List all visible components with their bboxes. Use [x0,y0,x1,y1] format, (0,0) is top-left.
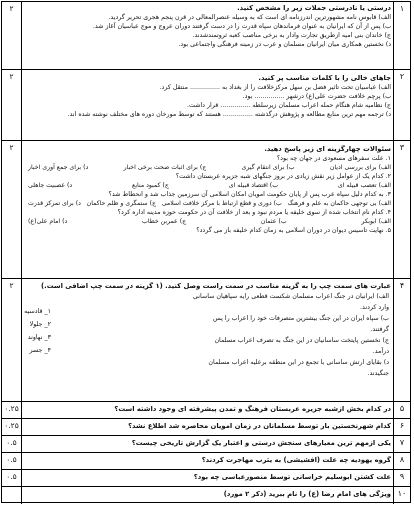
question-title: کدام شهرنخستین بار توسط مسلمانان در زمان امویان محاصره شد اطلاع نشد؟ [128,422,391,430]
option[interactable]: الف) برای بررسی ادیان [329,164,391,171]
blank-a: الف) عباسیان تحت تاثیر فضل بن سهل مرکزخلافت را از بغداد به ............... منتقل کرد. [159,84,391,91]
mcq-4-options [24,217,391,226]
question-number: ۹ [393,470,410,486]
question-number: ۱ [393,2,410,69]
question-title: گروه یهودیه چه علت (افشیشی) به یثرب مهاجرت کردند؟ [201,456,391,464]
blank-d: د) ترجمه مهم ترین منابع مطالعه و پژوهش درگذشته ............... هستند که توسط مورخان دوره های مختلف نوشته شده اند. [67,111,391,118]
mcq-5: ۵. نهایت تاسیس دیوان در دوران اسلامی به زمان کدام خلیفه باز می گردد؟ [196,227,391,234]
match-item-a: الف) ایرانیان در جنگ اعراب مسلمان شکست قطعی رایه سپاهیان ساسانی [193,293,389,300]
mcq-2: ۲. کدام یک از عوامل زیر نقش زیادی در بروز جنگهای شبه جزیره عربستان داشت؟ [175,173,391,180]
question-number: ۷ [393,436,410,452]
option[interactable]: الف) تعصب قبیله ای [337,182,391,189]
statement-a: الف) قابوس نامه مشهورترین اندرزنامه ای است که به وسیله عنصرالمعالی در قرن پنجم هجری تحریر گردید. [108,14,391,21]
statement-d: د) نخستین همکاری میان ایرانیان مسلمان و عرب در زمینه فرهنگی واجتماعی بود. [178,41,391,48]
question-score: ۰.۵ [2,436,22,452]
option[interactable]: الف) ابوبکر [361,218,391,225]
option[interactable]: ب) عثمان [260,218,287,225]
question-title: سئوالات چهارگزینه ای زیر پاسخ دهید. [264,145,391,153]
question-8 [2,453,410,470]
question-10 [2,487,410,504]
option[interactable]: د) برای تمرکز قدرت [28,200,81,207]
question-score: ۰.۵ [2,470,22,486]
question-title: درستی یا نادرستی جملات زیر را مشخص کنید. [237,4,391,12]
exam-sheet [1,1,411,503]
option[interactable]: ج) عمربن خطاب [142,218,187,225]
question-number: ۶ [393,419,410,435]
mcq-1: ۱. علت سفرهای مسعودی در جهان چه بود؟ [276,155,391,162]
match-choice[interactable]: ۴_ جسر [29,347,51,354]
question-score: ۲ [2,70,22,140]
question-title: عبارت های سمت چپ را به گزینه مناسب در سمت راست وصل کنید. (۱ گزینه در سمت چپ اضافی است.) [41,282,391,290]
question-score: ۰.۵ [2,453,22,469]
statement-b: ب) پس از آن که ایرانیان به عنوان فرماندهان سپاه قدرت را در دست گرفتند دوران عروج و موج عباسیان آغاز شد. [92,23,391,30]
question-title: جاهای خالی را با کلمات مناسب پر کنید. [258,74,391,82]
mcq-3: ۳. به کدام دلیل سپاه عرب پس از پایان حکومت امویان امکان اسلامی آن سرزمین جذاب شد و انحطاط شد؟ [108,191,391,198]
mcq-3-options [24,199,391,208]
question-5 [2,402,410,419]
question-number: ۵ [393,402,410,418]
question-number: ۳ [393,141,410,278]
question-title: ویژگی های امام رضا (ع) را نام ببرید (ذکر ۲ مورد) [223,490,391,498]
question-score: ۰.۲۵ [2,402,22,418]
match-item-c: ج) نخستین پایتخت ساسانیان در این جنگ به تصرف اعراب مسلمان [214,337,389,344]
option[interactable]: ج) ستمگری و ظلم حاکمان [86,200,156,207]
question-title: یکی ازمهم ترین معیارهای سنجش درستی و اعتبار یک گزارش تاریخی چیست؟ [131,439,391,447]
match-choice[interactable]: ۲_ جلولا [29,321,51,328]
blank-b: ب) پرچم خلافت حضرت علی(ع) درشهر ............... بود. [242,93,391,100]
mcq-4: ۴. کدام نام انتخاب شده از سوی خلیفه یا مردم نبود و بعد از خلافت آن در حکومت حوزه مدینه اداره کرد؟ [117,209,391,216]
question-9 [2,470,410,487]
option[interactable]: د) برای جمع آوری اخبار [28,164,89,171]
option[interactable]: ب) دوری و قطع ارتباط با مرکز خلافت اسلامی [161,200,282,207]
question-score: ۲ [2,279,22,401]
question-score: ۲ [2,2,22,69]
question-title: علت کشتن ابوسلیم خراسانی توسط منصورعباسی چه بود؟ [193,473,391,481]
option[interactable]: ب) اقتصاد قبیله ای [228,182,279,189]
option[interactable]: ج) برای اثبات صحت برخی اخبار [123,164,207,171]
question-score [2,487,22,504]
match-item-b: ب) سپاه ایران در این جنگ بیشترین متصرفات خود را اعراب را پس [213,315,389,322]
question-score: ۲ [2,141,22,278]
option[interactable]: ج) کمبود منابع [132,182,169,189]
statement-c: ج) خاندان بنی امیه ازطریق تجارت وادار به برخی مناصب کعبه ثروتمندشدند. [192,32,391,39]
match-item-a-cont: وارد کردند. [360,304,389,311]
blank-c: ج) نظامیه شام هنگام حمله اعراب مسلمان زیرسلطه ............... قرار داشت. [186,102,391,109]
question-4 [2,279,410,402]
question-number: ۱۰ [393,487,410,504]
match-item-c-cont: درآمد. [372,348,389,355]
match-item-d-cont: جنگیدند. [367,370,389,377]
match-item-d: د) بقایای ارتش ساسانی با تجمع در این منطقه برعلیه اعراب مسلمان [208,359,389,366]
question-number: ۴ [393,279,410,401]
question-number: ۲ [393,70,410,140]
mcq-2-options [24,181,391,190]
question-7 [2,436,410,453]
option[interactable]: د) امام علی(ع) [28,218,68,225]
question-score: ۰.۲۵ [2,419,22,435]
question-3 [2,141,410,279]
match-choice[interactable]: ۳_ نهاوند [27,334,51,341]
match-item-b-cont: گرفتند. [370,326,389,333]
mcq-1-options [24,163,391,172]
question-number: ۸ [393,453,410,469]
question-1 [2,2,410,70]
question-2 [2,70,410,141]
option[interactable]: الف) بی توجهی حاکمان به علم و فرهنگ [287,200,391,207]
match-choice[interactable]: ۱_ قادسیه [24,308,51,315]
question-title: در کدام بخش ازشبه جزیره عربستان فرهنگ و تمدن پیشرفته ای وجود داشته است؟ [114,405,391,413]
option[interactable]: ب) برای انتقام گیری [241,164,295,171]
question-6 [2,419,410,436]
option[interactable]: د) عصبیت جاهلی [28,182,73,189]
